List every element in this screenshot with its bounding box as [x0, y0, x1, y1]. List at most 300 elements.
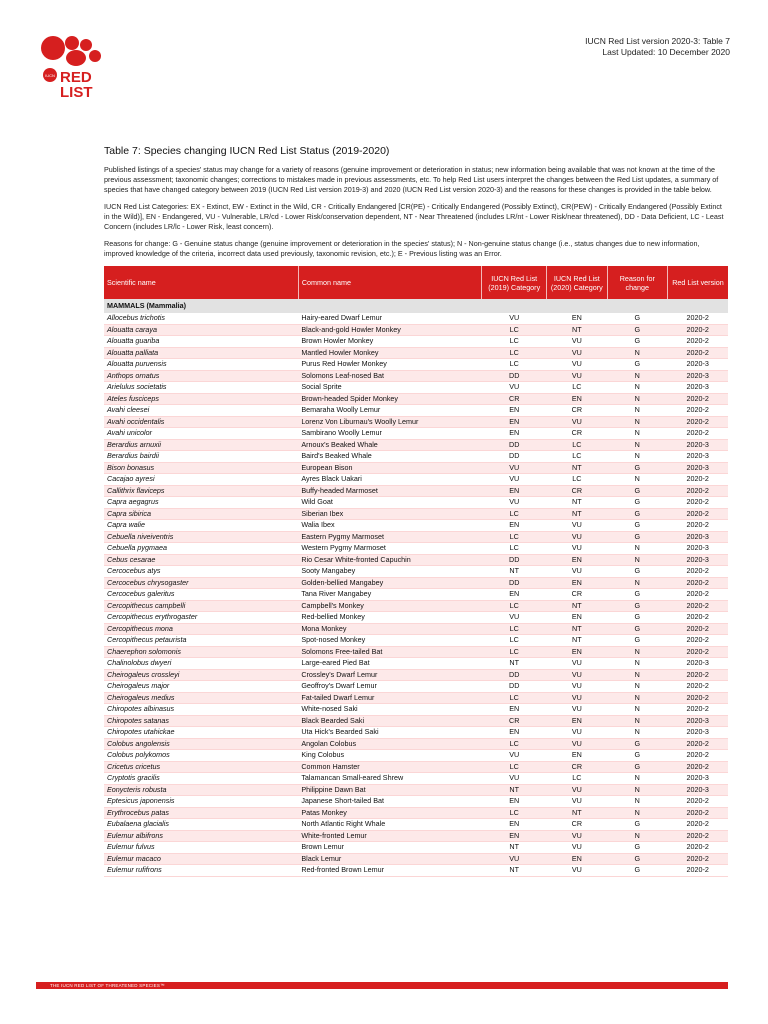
cell-common-name: Baird's Beaked Whale: [298, 451, 482, 463]
cell-category-2019: VU: [482, 853, 547, 865]
cell-scientific-name: Cebus cesarae: [104, 554, 298, 566]
cell-reason: G: [607, 520, 667, 532]
cell-version: 2020-2: [668, 750, 729, 762]
cell-common-name: Red-fronted Brown Lemur: [298, 865, 482, 877]
cell-category-2019: EN: [482, 589, 547, 601]
table-row: [104, 784, 728, 796]
cell-version: 2020-2: [668, 704, 729, 716]
cell-common-name: Black Bearded Saki: [298, 715, 482, 727]
cell-common-name: Fat-tailed Dwarf Lemur: [298, 692, 482, 704]
table-row: [104, 796, 728, 808]
cell-category-2020: EN: [547, 577, 607, 589]
cell-version: 2020-3: [668, 370, 729, 382]
cell-category-2019: EN: [482, 520, 547, 532]
table-row: [104, 623, 728, 635]
cell-category-2019: LC: [482, 359, 547, 371]
cell-category-2020: VU: [547, 566, 607, 578]
cell-version: 2020-3: [668, 554, 729, 566]
cell-scientific-name: Alouatta caraya: [104, 324, 298, 336]
cell-reason: G: [607, 313, 667, 324]
table-row: [104, 566, 728, 578]
cell-category-2020: VU: [547, 531, 607, 543]
cell-category-2020: CR: [547, 428, 607, 440]
cell-reason: G: [607, 612, 667, 624]
cell-common-name: Solomons Free-tailed Bat: [298, 646, 482, 658]
table-header-row: [104, 266, 728, 299]
table-row: [104, 336, 728, 348]
cell-common-name: Angolan Colobus: [298, 738, 482, 750]
cell-category-2019: LC: [482, 761, 547, 773]
table-row: [104, 531, 728, 543]
cell-category-2019: VU: [482, 497, 547, 509]
footer-text: THE IUCN RED LIST OF THREATENED SPECIES™: [50, 983, 165, 988]
cell-reason: N: [607, 439, 667, 451]
table-row: [104, 692, 728, 704]
cell-reason: G: [607, 750, 667, 762]
cell-version: 2020-2: [668, 669, 729, 681]
cell-scientific-name: Chiropotes satanas: [104, 715, 298, 727]
cell-reason: N: [607, 382, 667, 394]
cell-scientific-name: Erythrocebus patas: [104, 807, 298, 819]
table-row: [104, 577, 728, 589]
cell-reason: N: [607, 669, 667, 681]
cell-category-2020: NT: [547, 623, 607, 635]
cell-version: 2020-2: [668, 405, 729, 417]
cell-version: 2020-2: [668, 807, 729, 819]
cell-common-name: Uta Hick's Bearded Saki: [298, 727, 482, 739]
cell-scientific-name: Anthops ornatus: [104, 370, 298, 382]
cell-version: 2020-3: [668, 784, 729, 796]
cell-scientific-name: Cercopithecus mona: [104, 623, 298, 635]
cell-reason: G: [607, 531, 667, 543]
cell-category-2019: DD: [482, 370, 547, 382]
cell-version: 2020-2: [668, 819, 729, 831]
table-row: [104, 359, 728, 371]
cell-version: 2020-3: [668, 451, 729, 463]
cell-common-name: Campbell's Monkey: [298, 600, 482, 612]
cell-version: 2020-2: [668, 865, 729, 877]
cell-category-2019: NT: [482, 865, 547, 877]
table-row: [104, 393, 728, 405]
cell-common-name: Brown-headed Spider Monkey: [298, 393, 482, 405]
group-row-mammals: [104, 299, 728, 313]
cell-category-2020: VU: [547, 704, 607, 716]
cell-version: 2020-2: [668, 692, 729, 704]
cell-scientific-name: Avahi cleesei: [104, 405, 298, 417]
cell-common-name: Common Hamster: [298, 761, 482, 773]
cell-version: 2020-3: [668, 531, 729, 543]
cell-category-2020: VU: [547, 347, 607, 359]
cell-reason: G: [607, 738, 667, 750]
cell-common-name: Ayres Black Uakari: [298, 474, 482, 486]
cell-category-2019: VU: [482, 750, 547, 762]
table-row: [104, 370, 728, 382]
table-row: [104, 382, 728, 394]
cell-common-name: Walia Ibex: [298, 520, 482, 532]
cell-category-2019: CR: [482, 715, 547, 727]
cell-scientific-name: Cercocebus atys: [104, 566, 298, 578]
cell-category-2020: EN: [547, 554, 607, 566]
cell-category-2020: NT: [547, 600, 607, 612]
cell-category-2019: VU: [482, 382, 547, 394]
col-2020-category: IUCN Red List (2020) Category: [547, 266, 607, 299]
cell-reason: G: [607, 819, 667, 831]
cell-reason: N: [607, 773, 667, 785]
cell-common-name: Patas Monkey: [298, 807, 482, 819]
table-row: [104, 324, 728, 336]
cell-category-2020: EN: [547, 853, 607, 865]
cell-category-2020: VU: [547, 842, 607, 854]
cell-scientific-name: Eulemur albifrons: [104, 830, 298, 842]
cell-category-2020: LC: [547, 439, 607, 451]
cell-category-2019: EN: [482, 796, 547, 808]
cell-version: 2020-2: [668, 830, 729, 842]
cell-scientific-name: Cricetus cricetus: [104, 761, 298, 773]
cell-category-2020: LC: [547, 382, 607, 394]
cell-scientific-name: Cercocebus chrysogaster: [104, 577, 298, 589]
cell-category-2020: VU: [547, 669, 607, 681]
table-row: [104, 428, 728, 440]
cell-version: 2020-2: [668, 497, 729, 509]
cell-scientific-name: Cheirogaleus major: [104, 681, 298, 693]
table-row: [104, 669, 728, 681]
cell-reason: G: [607, 635, 667, 647]
cell-category-2020: NT: [547, 462, 607, 474]
cell-category-2020: VU: [547, 336, 607, 348]
cell-category-2020: EN: [547, 612, 607, 624]
cell-category-2020: VU: [547, 865, 607, 877]
cell-scientific-name: Allocebus trichotis: [104, 313, 298, 324]
cell-reason: G: [607, 842, 667, 854]
cell-common-name: Talamancan Small-eared Shrew: [298, 773, 482, 785]
table-row: [104, 807, 728, 819]
cell-reason: N: [607, 796, 667, 808]
table-row: [104, 865, 728, 877]
cell-version: 2020-2: [668, 853, 729, 865]
cell-common-name: Purus Red Howler Monkey: [298, 359, 482, 371]
cell-category-2020: VU: [547, 416, 607, 428]
cell-category-2020: LC: [547, 773, 607, 785]
cell-version: 2020-2: [668, 796, 729, 808]
cell-category-2019: DD: [482, 577, 547, 589]
cell-scientific-name: Arielulus societatis: [104, 382, 298, 394]
cell-common-name: White-nosed Saki: [298, 704, 482, 716]
cell-category-2020: VU: [547, 796, 607, 808]
col-reason: Reason for change: [607, 266, 667, 299]
cell-category-2020: VU: [547, 830, 607, 842]
cell-common-name: Solomons Leaf-nosed Bat: [298, 370, 482, 382]
cell-category-2019: NT: [482, 842, 547, 854]
cell-common-name: Siberian Ibex: [298, 508, 482, 520]
cell-scientific-name: Cebuella pygmaea: [104, 543, 298, 555]
cell-reason: N: [607, 554, 667, 566]
table-row: [104, 658, 728, 670]
table-row: [104, 474, 728, 486]
cell-category-2019: VU: [482, 462, 547, 474]
page-header: [585, 36, 730, 58]
table-row: [104, 347, 728, 359]
table-row: [104, 612, 728, 624]
cell-category-2019: DD: [482, 681, 547, 693]
group-label: MAMMALS (Mammalia): [104, 299, 728, 313]
table-row: [104, 646, 728, 658]
cell-category-2020: VU: [547, 738, 607, 750]
cell-category-2019: EN: [482, 727, 547, 739]
table-row: [104, 451, 728, 463]
cell-common-name: Arnoux's Beaked Whale: [298, 439, 482, 451]
cell-common-name: Eastern Pygmy Marmoset: [298, 531, 482, 543]
cell-category-2019: DD: [482, 451, 547, 463]
cell-category-2020: EN: [547, 715, 607, 727]
cell-version: 2020-2: [668, 428, 729, 440]
cell-version: 2020-3: [668, 715, 729, 727]
cell-scientific-name: Ateles fusciceps: [104, 393, 298, 405]
cell-reason: N: [607, 543, 667, 555]
cell-category-2019: LC: [482, 336, 547, 348]
reasons-paragraph: Reasons for change: G - Genuine status change (genuine improvement or deterioration in the species' status); N - Non-genuine status change (i.e., status changes due to new information, improved knowledge of the criteria, incorrect data used previously, taxonomic revision, etc.); E - Previous listing was an Error.: [104, 239, 700, 258]
cell-reason: G: [607, 462, 667, 474]
cell-reason: G: [607, 853, 667, 865]
cell-reason: N: [607, 727, 667, 739]
cell-scientific-name: Eulemur fulvus: [104, 842, 298, 854]
table-title: Table 7: Species changing IUCN Red List Status (2019-2020): [104, 145, 390, 157]
cell-reason: G: [607, 566, 667, 578]
cell-category-2020: NT: [547, 635, 607, 647]
cell-category-2020: CR: [547, 485, 607, 497]
table-row: [104, 761, 728, 773]
table-row: [104, 508, 728, 520]
table-row: [104, 842, 728, 854]
cell-version: 2020-2: [668, 738, 729, 750]
cell-reason: G: [607, 359, 667, 371]
species-table: [104, 266, 728, 877]
cell-common-name: Spot-nosed Monkey: [298, 635, 482, 647]
cell-category-2020: CR: [547, 819, 607, 831]
header-updated: Last Updated: 10 December 2020: [602, 47, 730, 57]
cell-category-2019: NT: [482, 784, 547, 796]
cell-category-2019: LC: [482, 738, 547, 750]
cell-category-2019: LC: [482, 646, 547, 658]
cell-category-2019: LC: [482, 807, 547, 819]
cell-reason: N: [607, 405, 667, 417]
table-row: [104, 830, 728, 842]
cell-common-name: Sooty Mangabey: [298, 566, 482, 578]
table-row: [104, 715, 728, 727]
cell-version: 2020-2: [668, 623, 729, 635]
cell-category-2019: VU: [482, 612, 547, 624]
cell-common-name: Geoffroy's Dwarf Lemur: [298, 681, 482, 693]
table-row: [104, 405, 728, 417]
cell-common-name: Bemaraha Woolly Lemur: [298, 405, 482, 417]
cell-scientific-name: Capra sibirica: [104, 508, 298, 520]
cell-common-name: King Colobus: [298, 750, 482, 762]
cell-category-2019: LC: [482, 347, 547, 359]
cell-category-2020: EN: [547, 750, 607, 762]
table-row: [104, 704, 728, 716]
cell-scientific-name: Chalinolobus dwyeri: [104, 658, 298, 670]
cell-reason: N: [607, 681, 667, 693]
cell-reason: N: [607, 807, 667, 819]
cell-category-2019: NT: [482, 658, 547, 670]
cell-common-name: Japanese Short-tailed Bat: [298, 796, 482, 808]
logo-word-red: RED: [60, 69, 92, 86]
cell-version: 2020-3: [668, 658, 729, 670]
cell-reason: G: [607, 623, 667, 635]
cell-scientific-name: Alouatta puruensis: [104, 359, 298, 371]
cell-category-2019: EN: [482, 428, 547, 440]
cell-reason: G: [607, 600, 667, 612]
table-row: [104, 497, 728, 509]
cell-reason: N: [607, 416, 667, 428]
cell-version: 2020-2: [668, 842, 729, 854]
col-scientific-name: Scientific name: [104, 266, 298, 299]
cell-category-2019: EN: [482, 830, 547, 842]
cell-category-2020: LC: [547, 474, 607, 486]
cell-scientific-name: Cebuella niveiventris: [104, 531, 298, 543]
logo-badge: IUCN: [45, 73, 55, 78]
cell-version: 2020-2: [668, 508, 729, 520]
cell-reason: G: [607, 865, 667, 877]
cell-category-2020: VU: [547, 727, 607, 739]
cell-category-2020: VU: [547, 543, 607, 555]
cell-common-name: European Bison: [298, 462, 482, 474]
table-row: [104, 853, 728, 865]
cell-scientific-name: Cheirogaleus medius: [104, 692, 298, 704]
cell-reason: G: [607, 589, 667, 601]
cell-category-2019: NT: [482, 566, 547, 578]
cell-scientific-name: Callithrix flaviceps: [104, 485, 298, 497]
cell-common-name: North Atlantic Right Whale: [298, 819, 482, 831]
cell-scientific-name: Colobus angolensis: [104, 738, 298, 750]
cell-scientific-name: Eulemur rufifrons: [104, 865, 298, 877]
cell-category-2020: NT: [547, 508, 607, 520]
cell-version: 2020-2: [668, 336, 729, 348]
cell-version: 2020-2: [668, 347, 729, 359]
cell-category-2019: EN: [482, 704, 547, 716]
cell-version: 2020-2: [668, 474, 729, 486]
col-version: Red List version: [668, 266, 729, 299]
cell-common-name: Tana River Mangabey: [298, 589, 482, 601]
cell-category-2020: VU: [547, 359, 607, 371]
cell-version: 2020-2: [668, 324, 729, 336]
cell-reason: N: [607, 704, 667, 716]
iucn-red-list-logo: [36, 34, 106, 104]
cell-common-name: Rio Cesar White-fronted Capuchin: [298, 554, 482, 566]
cell-version: 2020-3: [668, 462, 729, 474]
cell-reason: N: [607, 692, 667, 704]
cell-common-name: Sambirano Woolly Lemur: [298, 428, 482, 440]
cell-scientific-name: Cercocebus galeritus: [104, 589, 298, 601]
cell-common-name: Large-eared Pied Bat: [298, 658, 482, 670]
table-row: [104, 543, 728, 555]
cell-scientific-name: Berardius bairdii: [104, 451, 298, 463]
cell-version: 2020-3: [668, 359, 729, 371]
cell-version: 2020-2: [668, 681, 729, 693]
cell-reason: N: [607, 451, 667, 463]
cell-scientific-name: Bison bonasus: [104, 462, 298, 474]
cell-common-name: Mona Monkey: [298, 623, 482, 635]
cell-version: 2020-2: [668, 635, 729, 647]
cell-category-2019: EN: [482, 819, 547, 831]
cell-version: 2020-2: [668, 566, 729, 578]
cell-category-2019: EN: [482, 405, 547, 417]
cell-category-2019: LC: [482, 623, 547, 635]
cell-scientific-name: Cercopithecus erythrogaster: [104, 612, 298, 624]
cell-version: 2020-3: [668, 543, 729, 555]
cell-category-2020: VU: [547, 658, 607, 670]
cell-scientific-name: Cryptotis gracilis: [104, 773, 298, 785]
cell-common-name: Buffy-headed Marmoset: [298, 485, 482, 497]
cell-version: 2020-2: [668, 485, 729, 497]
cell-scientific-name: Eulemur macaco: [104, 853, 298, 865]
cell-version: 2020-2: [668, 577, 729, 589]
cell-category-2020: EN: [547, 313, 607, 324]
cell-scientific-name: Eubalaena glacialis: [104, 819, 298, 831]
cell-reason: N: [607, 715, 667, 727]
cell-category-2019: DD: [482, 669, 547, 681]
cell-scientific-name: Alouatta guariba: [104, 336, 298, 348]
cell-category-2019: LC: [482, 531, 547, 543]
cell-category-2019: LC: [482, 692, 547, 704]
cell-scientific-name: Capra aegagrus: [104, 497, 298, 509]
header-version: IUCN Red List version 2020-3: Table 7: [585, 36, 730, 46]
cell-category-2019: LC: [482, 600, 547, 612]
cell-common-name: Philippine Dawn Bat: [298, 784, 482, 796]
cell-common-name: Hairy-eared Dwarf Lemur: [298, 313, 482, 324]
cell-reason: N: [607, 658, 667, 670]
cell-version: 2020-2: [668, 520, 729, 532]
cell-scientific-name: Alouatta palliata: [104, 347, 298, 359]
table-row: [104, 727, 728, 739]
cell-scientific-name: Chaerephon solomonis: [104, 646, 298, 658]
cell-common-name: White-fronted Lemur: [298, 830, 482, 842]
cell-version: 2020-2: [668, 761, 729, 773]
table-row: [104, 819, 728, 831]
cell-version: 2020-2: [668, 416, 729, 428]
table-row: [104, 589, 728, 601]
cell-scientific-name: Colobus polykomos: [104, 750, 298, 762]
cell-category-2019: EN: [482, 485, 547, 497]
cell-scientific-name: Eptesicus japonensis: [104, 796, 298, 808]
cell-category-2019: CR: [482, 393, 547, 405]
cell-category-2020: VU: [547, 784, 607, 796]
table-row: [104, 554, 728, 566]
cell-category-2020: CR: [547, 405, 607, 417]
table-row: [104, 681, 728, 693]
table-row: [104, 773, 728, 785]
cell-reason: G: [607, 324, 667, 336]
main-content: [104, 145, 728, 877]
cell-category-2019: LC: [482, 508, 547, 520]
cell-scientific-name: Capra walie: [104, 520, 298, 532]
cell-common-name: Western Pygmy Marmoset: [298, 543, 482, 555]
cell-reason: N: [607, 393, 667, 405]
cell-category-2020: VU: [547, 370, 607, 382]
cell-reason: G: [607, 497, 667, 509]
cell-reason: G: [607, 761, 667, 773]
cell-category-2020: CR: [547, 589, 607, 601]
cell-category-2020: VU: [547, 692, 607, 704]
table-row: [104, 520, 728, 532]
cell-category-2019: VU: [482, 313, 547, 324]
cell-version: 2020-2: [668, 600, 729, 612]
cell-category-2019: EN: [482, 416, 547, 428]
cell-reason: G: [607, 485, 667, 497]
table-row: [104, 738, 728, 750]
cell-category-2020: NT: [547, 807, 607, 819]
cell-category-2020: VU: [547, 681, 607, 693]
cell-reason: N: [607, 428, 667, 440]
